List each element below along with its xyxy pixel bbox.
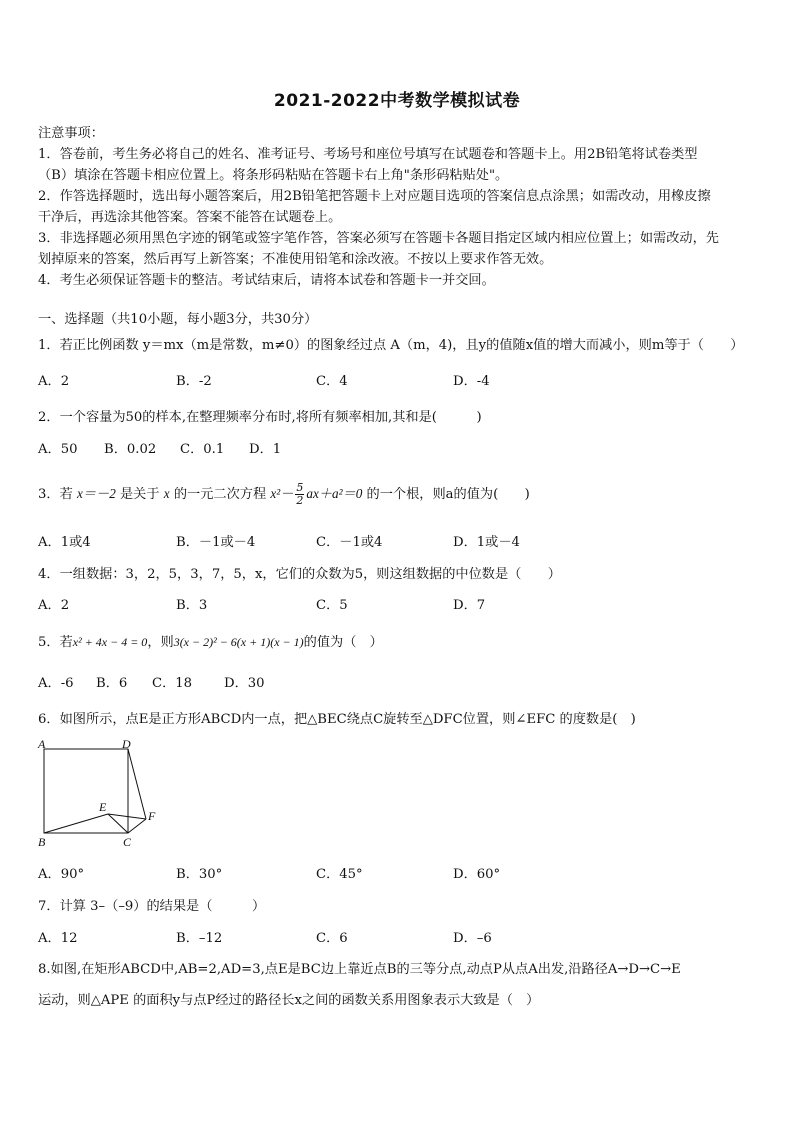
question-1-option-b: B．-2 <box>176 374 212 389</box>
segment-df <box>128 749 146 819</box>
question-4-option-a: A．2 <box>38 598 70 613</box>
question-3-stem <box>38 482 530 507</box>
notice-line: 2．作答选择题时，选出每小题答案后，用2B铅笔把答题卡上对应题目选项的答案信息点涂黑；如需改动，用橡皮擦 <box>38 189 711 204</box>
question-1-option-a: A．2 <box>38 374 70 389</box>
label-e: E <box>99 800 107 814</box>
segment-ec <box>108 814 128 833</box>
notice-line: 3．非选择题必须用黑色字迹的钢笔或签字笔作答，答案必须写在答题卡各题目指定区域内相应位置上；如需改动，先 <box>38 231 719 246</box>
page-title: 2021-2022中考数学模拟试卷 <box>273 91 521 111</box>
q3-text: 的一个根，则a的值为( ) <box>366 487 530 502</box>
question-1-option-c: C．4 <box>316 374 348 389</box>
question-5-stem <box>38 631 383 650</box>
question-8-stem-line1: 8.如图,在矩形ABCD中,AB=2,AD=3,点E是BC边上靠近点B的三等分点,动点P从点A出发,沿路径A→D→C→E <box>38 962 681 977</box>
question-6-stem: 6．如图所示，点E是正方形ABCD内一点，把△BEC绕点C旋转至△DFC位置，则∠EFC 的度数是( ) <box>38 712 636 727</box>
question-7-option-c: C．6 <box>316 931 348 946</box>
q3-math: x＝－2 <box>76 486 116 501</box>
q5-condition: x² + 4x − 4 = 0 <box>72 635 148 649</box>
question-4-option-c: C．5 <box>316 598 348 613</box>
segment-ef <box>108 814 146 819</box>
question-6-option-d: D．60° <box>453 867 501 882</box>
question-3-option-b: B．－1或－4 <box>176 535 256 550</box>
question-5-option-a: A．-6 <box>38 676 74 691</box>
question-2-option-d: D．1 <box>249 442 282 457</box>
notice-line: 1．答卷前，考生务必将自己的姓名、准考证号、考场号和座位号填写在试题卷和答题卡上。用2B铅笔将试卷类型 <box>38 147 698 162</box>
q5-text: ，则 <box>147 635 174 650</box>
notice-line: 4．考生必须保证答题卡的整洁。考试结束后，请将本试卷和答题卡一并交回。 <box>38 273 495 288</box>
notice-line: （B）填涂在答题卡相应位置上。将条形码粘贴在答题卡右上角"条形码粘贴处"。 <box>38 168 509 183</box>
question-2-stem: 2．一个容量为50的样本,在整理频率分布时,将所有频率相加,其和是( ) <box>38 410 482 425</box>
q3-equation-left: x²－ <box>270 486 294 501</box>
q3-fraction-numerator: 5 <box>296 481 304 494</box>
q3-text: 的一元二次方程 <box>173 487 267 502</box>
question-7-option-d: D．–6 <box>453 931 492 946</box>
segment-fc <box>128 819 146 833</box>
notice-heading: 注意事项： <box>38 126 104 141</box>
question-2-option-c: C．0.1 <box>180 442 225 457</box>
question-1-option-d: D．-4 <box>453 374 490 389</box>
q3-text: 是关于 <box>120 487 160 502</box>
label-a: A <box>38 737 46 751</box>
notice-line: 划掉原来的答案，然后再写上新答案；不准使用铅笔和涂改液。不按以上要求作答无效。 <box>38 252 553 267</box>
question-5-option-b: B．6 <box>96 676 128 691</box>
question-2-option-a: A．50 <box>38 442 78 457</box>
question-7-option-b: B．–12 <box>176 931 223 946</box>
segment-be <box>44 814 108 833</box>
question-8-stem-line2: 运动，则△APE 的面积y与点P经过的路径长x之间的函数关系用图象表示大致是（ ） <box>38 993 540 1008</box>
notice-line: 干净后，再选涂其他答案。答案不能答在试题卷上。 <box>38 210 342 225</box>
q3-text: 3．若 <box>38 487 73 502</box>
question-5-option-d: D．30 <box>224 676 265 691</box>
question-2-option-b: B．0.02 <box>104 442 157 457</box>
question-3-option-a: A．1或4 <box>38 535 91 550</box>
question-1-stem: 1．若正比例函数 y＝mx（m是常数，m≠0）的图象经过点 A（m，4)，且y的值随x值的增大而减小，则m等于（ ） <box>38 338 744 353</box>
label-d: D <box>122 737 131 751</box>
q5-text: 的值为（ ） <box>303 635 383 650</box>
label-b: B <box>38 835 46 849</box>
q5-expression: 3(x − 2)² − 6(x + 1)(x − 1) <box>173 635 304 649</box>
q3-math: x <box>163 486 170 501</box>
question-4-option-d: D．7 <box>453 598 486 613</box>
q3-fraction-denominator: 2 <box>296 494 304 507</box>
section-heading: 一、选择题（共10小题，每小题3分，共30分） <box>38 312 318 327</box>
label-f: F <box>148 809 156 823</box>
question-3-option-c: C．－1或4 <box>316 535 383 550</box>
question-6-option-c: C．45° <box>316 867 363 882</box>
question-7-option-a: A．12 <box>38 931 78 946</box>
square-rotation-figure <box>36 736 166 852</box>
question-4-stem: 4．一组数据：3，2，5，3，7，5，x，它们的众数为5，则这组数据的中位数是（ ） <box>38 567 561 582</box>
q5-text: 5．若 <box>38 635 73 650</box>
q3-equation-right: ax＋a²＝0 <box>306 486 363 501</box>
label-c: C <box>123 835 132 849</box>
question-7-stem: 7．计算 3–（–9）的结果是（ ） <box>38 899 266 914</box>
question-4-option-b: B．3 <box>176 598 208 613</box>
question-6-option-b: B．30° <box>176 867 223 882</box>
question-6-option-a: A．90° <box>38 867 85 882</box>
question-5-option-c: C．18 <box>152 676 193 691</box>
q3-fraction <box>295 482 304 507</box>
question-3-option-d: D．1或－4 <box>453 535 520 550</box>
